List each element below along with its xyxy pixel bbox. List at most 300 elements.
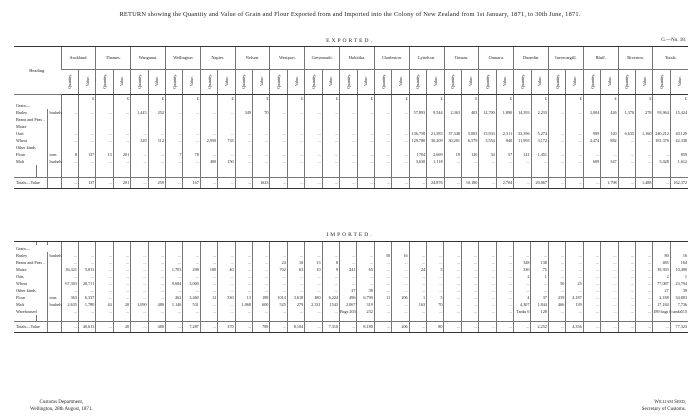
value-cell (653, 245, 670, 252)
value-cell: 1 (670, 273, 688, 280)
value-cell: ... (131, 158, 148, 165)
value-cell: ... (166, 178, 183, 189)
port-header: Riverton. (618, 47, 653, 70)
spacer-cell (183, 165, 200, 178)
value-cell: ... (618, 301, 635, 308)
value-cell: ... (427, 287, 444, 294)
quantity-header (618, 70, 635, 95)
table-row (14, 273, 688, 280)
value-cell: 1,890 (496, 109, 513, 116)
place-date: Wellington, 28th August, 1871. (30, 407, 93, 412)
value-cell: 1,780 (78, 301, 95, 308)
value-cell: ... (235, 259, 252, 266)
value-cell (653, 144, 670, 151)
value-cell: ... (131, 294, 148, 301)
value-cell: ... (165, 273, 182, 280)
table-row (14, 178, 688, 189)
row-label: Maize (16, 267, 27, 272)
currency-symbol: £ (148, 95, 165, 103)
spacer-cell (653, 165, 670, 178)
table-row (14, 116, 688, 123)
value-cell: ... (287, 178, 304, 189)
value-cell: ... (165, 287, 182, 294)
value-cell (235, 144, 252, 151)
value-cell: 128 (531, 308, 548, 315)
row-label: Flour (16, 152, 26, 157)
value-header (601, 70, 618, 95)
value-cell: ... (183, 158, 200, 165)
value-cell (235, 102, 252, 109)
currency-symbol: £ (461, 95, 478, 103)
spacer-cell (218, 165, 235, 178)
value-cell: ... (392, 130, 409, 137)
value-cell: 34,803 (670, 294, 688, 301)
value-cell: 480 (148, 301, 165, 308)
value-cell: ... (131, 130, 148, 137)
value-cell (287, 123, 304, 130)
value-cell: ... (583, 294, 600, 301)
value-cell: ... (479, 294, 496, 301)
value-cell (148, 144, 165, 151)
value-cell: ... (583, 178, 600, 189)
value-cell (461, 116, 478, 123)
value-cell: ... (357, 158, 374, 165)
value-cell (270, 245, 287, 252)
footer-department (30, 399, 93, 413)
value-cell: ... (635, 308, 652, 315)
value-cell: ... (636, 158, 653, 165)
value-cell: ... (479, 266, 496, 273)
value-cell: ... (618, 178, 635, 189)
value-cell: ... (287, 137, 304, 144)
row-unit (47, 130, 61, 137)
value-cell: ... (461, 273, 478, 280)
value-cell: ... (409, 287, 426, 294)
value-cell: ... (96, 109, 113, 116)
value-cell: ... (235, 287, 252, 294)
value-cell: ... (252, 280, 269, 287)
row-label: Beans and Peas .. (16, 260, 46, 265)
value-cell: 1,798 (601, 178, 618, 189)
value-cell: Tanks 6 (514, 308, 531, 315)
spacer-cell (14, 165, 36, 178)
value-header (78, 70, 95, 95)
value-cell: ... (548, 158, 565, 165)
value-cell (479, 123, 496, 130)
row-label: Warehoused (16, 309, 37, 314)
value-cell: ... (78, 137, 95, 144)
value-cell: ... (374, 273, 391, 280)
value-cell: ... (374, 137, 391, 144)
value-cell (218, 123, 235, 130)
value-cell: 1014 (270, 294, 287, 301)
value-cell: ... (61, 158, 78, 165)
quantity-header (444, 70, 461, 95)
table-row (14, 137, 688, 144)
value-cell: ... (287, 151, 304, 158)
value-cell: 7,287 (183, 322, 200, 333)
value-cell: ... (148, 280, 165, 287)
value-cell: ... (583, 287, 600, 294)
value-cell: ... (392, 151, 409, 158)
value-cell: ... (113, 308, 130, 315)
value-cell: 259 (148, 178, 165, 189)
value-cell: ... (235, 273, 252, 280)
currency-row (14, 95, 688, 103)
quantity-label: Quantity. (310, 73, 316, 89)
value-cell (392, 123, 409, 130)
value-cell: 6,224 (322, 294, 339, 301)
value-cell (427, 245, 444, 252)
value-cell: ... (270, 130, 287, 137)
value-cell: ... (583, 273, 600, 280)
value-cell: ... (78, 308, 95, 315)
value-cell: 2 (653, 273, 670, 280)
value-label: Value. (84, 75, 90, 87)
quantity-header (200, 70, 217, 95)
value-cell: ... (496, 322, 513, 333)
quantity-header (409, 70, 426, 95)
value-cell: 240,212 (653, 130, 670, 137)
value-cell: ... (166, 137, 183, 144)
value-cell (305, 245, 322, 252)
value-cell: 1 (531, 273, 548, 280)
value-cell (548, 245, 565, 252)
spacer-cell (514, 165, 531, 178)
value-cell (340, 144, 357, 151)
value-cell: 5 (427, 266, 444, 273)
value-cell: 78 (183, 151, 200, 158)
table-row (14, 294, 688, 301)
value-cell: ... (322, 273, 339, 280)
value-cell: 50 (548, 280, 565, 287)
value-cell: 30,201 (444, 137, 461, 144)
value-cell (78, 102, 95, 109)
value-cell: ... (200, 273, 217, 280)
value-cell: 10,180 (461, 178, 478, 189)
value-cell (340, 116, 357, 123)
value-cell: ... (496, 273, 513, 280)
value-cell: ... (444, 178, 461, 189)
value-cell: 77,087 (653, 280, 670, 287)
spacer-cell (322, 165, 339, 178)
currency-symbol (131, 95, 148, 103)
value-cell: ... (322, 178, 339, 189)
value-cell: ... (461, 266, 478, 273)
heading-column-header: Heading. (14, 47, 61, 95)
value-cell: ... (427, 308, 444, 315)
value-cell: ... (61, 178, 78, 189)
value-cell: ... (78, 252, 95, 259)
value-cell: ... (409, 252, 426, 259)
value-cell (461, 102, 478, 109)
value-cell: 2,635 (61, 301, 78, 308)
spacer-cell (444, 165, 461, 178)
value-cell: ... (148, 259, 165, 266)
value-cell: ... (235, 130, 252, 137)
value-cell: ... (409, 322, 426, 333)
value-cell (96, 245, 113, 252)
value-cell: ... (392, 259, 409, 266)
row-label: Oats (16, 131, 24, 136)
value-cell: ... (113, 294, 130, 301)
value-cell: 466 (548, 301, 565, 308)
value-cell: ... (166, 158, 183, 165)
value-cell (514, 123, 531, 130)
value-cell (496, 245, 513, 252)
value-cell: 8,104 (287, 322, 304, 333)
value-cell (166, 102, 183, 109)
value-cell (392, 102, 409, 109)
value-cell: 5,003 (461, 130, 478, 137)
value-cell: ... (270, 151, 287, 158)
value-cell: ... (322, 287, 339, 294)
value-cell (78, 245, 95, 252)
port-header: Auckland. (61, 47, 96, 70)
table-row (14, 252, 688, 259)
value-label: Value. (363, 75, 369, 87)
value-cell: ... (461, 280, 478, 287)
value-cell: ... (131, 151, 148, 158)
value-cell: ... (253, 137, 270, 144)
value-cell: ... (148, 130, 165, 137)
value-cell (653, 102, 670, 109)
value-cell: ... (566, 109, 583, 116)
value-cell: 77,323 (670, 322, 688, 333)
value-cell: ... (235, 178, 252, 189)
value-cell: 163 (409, 301, 426, 308)
value-cell: 1623 (253, 178, 270, 189)
value-cell: ... (357, 259, 374, 266)
value-cell: ... (357, 178, 374, 189)
port-header: Oamaru. (479, 47, 514, 70)
value-header (392, 70, 409, 95)
row-unit (47, 123, 61, 130)
value-cell: 1 (409, 294, 426, 301)
value-cell: 1543 (322, 301, 339, 308)
value-cell: ... (61, 322, 78, 333)
value-label: Value. (572, 75, 578, 87)
row-label: Other kinds (16, 288, 36, 293)
value-cell: 3,460 (183, 294, 200, 301)
value-cell: ... (270, 280, 287, 287)
value-cell: ... (270, 109, 287, 116)
value-cell: ... (601, 308, 618, 315)
value-cell (270, 144, 287, 151)
value-cell (96, 144, 113, 151)
value-cell: ... (566, 178, 583, 189)
value-cell: ... (113, 109, 130, 116)
value-cell: ... (444, 308, 461, 315)
value-cell: ... (200, 301, 217, 308)
value-cell: ... (148, 252, 165, 259)
value-cell: ... (636, 151, 653, 158)
value-cell: ... (252, 308, 269, 315)
value-cell: 42,338 (670, 137, 688, 144)
value-cell: 30,209 (427, 137, 444, 144)
value-cell: ... (218, 178, 235, 189)
value-cell (305, 116, 322, 123)
value-cell: 3,554 (479, 137, 496, 144)
value-cell (61, 116, 78, 123)
value-cell: 600 (252, 301, 269, 308)
value-cell: ... (235, 280, 252, 287)
value-header (427, 70, 444, 95)
value-cell: 16 (670, 252, 688, 259)
value-cell (131, 102, 148, 109)
port-header: Westport. (270, 47, 305, 70)
value-cell: ... (635, 273, 652, 280)
value-cell (618, 102, 635, 109)
value-cell: ... (305, 137, 322, 144)
value-cell: 6,635 (618, 130, 635, 137)
value-cell: ... (635, 301, 652, 308)
value-label: Value. (676, 75, 682, 87)
value-cell: ... (618, 294, 635, 301)
table-row (14, 308, 688, 315)
value-cell: ... (374, 151, 391, 158)
value-cell: ... (235, 151, 252, 158)
value-cell: ... (287, 252, 304, 259)
document-title: RETURN showing the Quantity and Value of Grain and Flour Exported from and Imported into the Colony of New Zealand from 1st January, 1871, to 30th June, 1871. (119, 11, 581, 18)
port-header: Dunedin. (514, 47, 549, 70)
value-cell: ... (183, 109, 200, 116)
value-cell: ... (548, 273, 565, 280)
value-cell: ... (287, 280, 304, 287)
value-cell: ... (200, 259, 217, 266)
row-unit (47, 137, 61, 144)
value-cell: ... (322, 158, 339, 165)
value-cell (409, 123, 426, 130)
value-cell (479, 102, 496, 109)
value-cell: ... (131, 178, 148, 189)
value-cell: 40,613 (78, 322, 95, 333)
value-cell: 24 (270, 259, 287, 266)
value-cell: ... (583, 252, 600, 259)
value-cell: ... (601, 301, 618, 308)
currency-symbol (305, 95, 322, 103)
value-cell (479, 144, 496, 151)
value-cell (601, 102, 618, 109)
value-cell: ... (61, 308, 78, 315)
value-cell (287, 116, 304, 123)
value-cell (392, 116, 409, 123)
value-cell (270, 116, 287, 123)
quantity-label: Quantity. (624, 73, 630, 89)
value-cell: ... (374, 322, 391, 333)
table-row (14, 130, 688, 137)
value-cell: 67,303 (61, 280, 78, 287)
row-unit: tons (47, 151, 61, 158)
value-cell (322, 123, 339, 130)
value-cell: ... (374, 280, 391, 287)
value-cell: ... (131, 259, 148, 266)
value-cell: ... (479, 308, 496, 315)
value-cell: ... (287, 287, 304, 294)
value-cell (444, 116, 461, 123)
quantity-header (340, 70, 357, 95)
value-cell: ... (340, 109, 357, 116)
value-cell: ... (357, 280, 374, 287)
value-cell (253, 102, 270, 109)
value-cell: 6,337 (78, 294, 95, 301)
row-unit (47, 178, 61, 189)
row-unit (47, 322, 61, 333)
value-cell (357, 144, 374, 151)
value-cell: ... (392, 273, 409, 280)
value-cell: ... (218, 151, 235, 158)
value-cell: 70 (253, 109, 270, 116)
value-cell: ... (131, 322, 148, 333)
value-cell: 789 (252, 322, 269, 333)
value-cell: ... (96, 273, 113, 280)
value-cell: 347 (601, 158, 618, 165)
value-cell: ... (635, 252, 652, 259)
value-cell: 189 bags 6 tanks (653, 309, 682, 314)
value-cell (636, 102, 653, 109)
value-cell (566, 245, 583, 252)
value-cell: 1,488 (636, 178, 653, 189)
value-cell (409, 102, 426, 109)
value-cell: ... (461, 308, 478, 315)
value-cell (461, 123, 478, 130)
value-cell: 80 (427, 322, 444, 333)
value-cell: ... (548, 130, 565, 137)
value-cell: ... (165, 308, 182, 315)
value-cell: ... (340, 273, 357, 280)
spacer-cell (235, 165, 252, 178)
value-cell: 19 (444, 151, 461, 158)
value-cell: 33,396 (514, 130, 531, 137)
value-cell (618, 116, 635, 123)
value-cell: ... (548, 109, 565, 116)
currency-symbol: £ (357, 95, 374, 103)
value-cell (78, 116, 95, 123)
spacer-cell (409, 165, 426, 178)
spacer-cell (618, 165, 635, 178)
value-cell (409, 144, 426, 151)
value-cell (601, 144, 618, 151)
value-cell: 239 (548, 294, 565, 301)
value-cell: 34 (479, 151, 496, 158)
value-cell: ... (618, 273, 635, 280)
value-cell: ... (461, 322, 478, 333)
value-cell (670, 245, 688, 252)
row-label: Totals—Value (14, 178, 47, 189)
value-cell (444, 144, 461, 151)
value-header (287, 70, 304, 95)
quantity-header (479, 70, 496, 95)
grain-label: Grain— (16, 103, 30, 108)
value-cell: ... (461, 158, 478, 165)
row-label: Barley (16, 110, 28, 115)
row-unit (47, 287, 61, 294)
value-cell: ... (601, 151, 618, 158)
value-cell: ... (531, 252, 548, 259)
value-cell (148, 102, 165, 109)
value-cell: ... (305, 178, 322, 189)
value-cell: ... (252, 287, 269, 294)
value-cell: ... (305, 280, 322, 287)
value-cell: ... (392, 280, 409, 287)
value-cell: ... (218, 259, 235, 266)
value-cell: ... (461, 252, 478, 259)
value-cell (635, 245, 652, 252)
value-label: Value. (293, 75, 299, 87)
value-cell (514, 116, 531, 123)
value-cell: ... (357, 252, 374, 259)
value-cell: ... (392, 178, 409, 189)
